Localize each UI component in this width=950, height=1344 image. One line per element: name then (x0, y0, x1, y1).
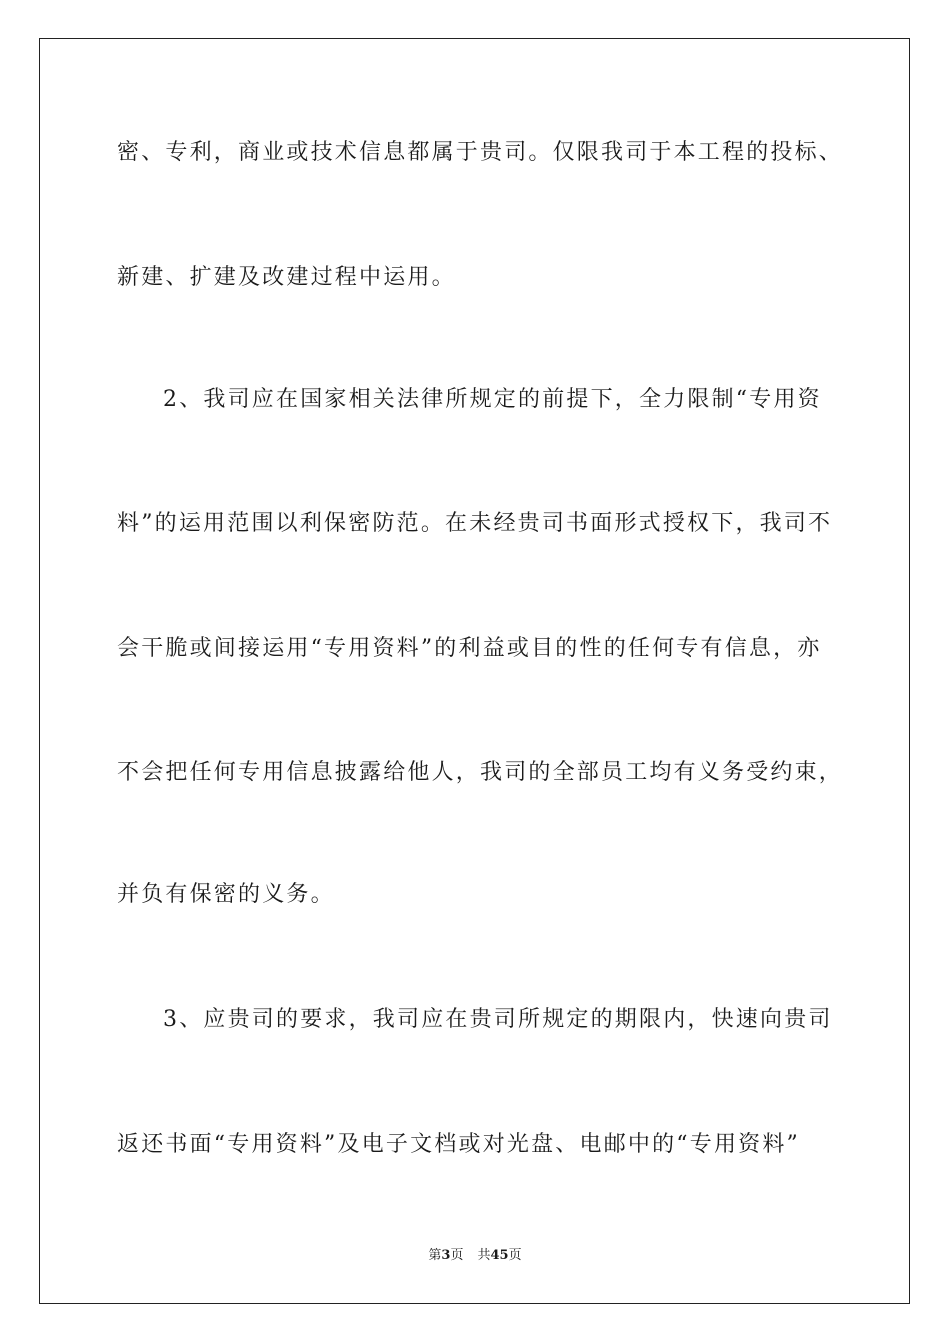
footer-total-suffix: 页 (508, 1248, 522, 1263)
body-line-9: 返还书面“专用资料”及电子文档或对光盘、电邮中的“专用资料” (117, 1132, 800, 1157)
body-line-4: 料”的运用范围以利保密防范。在未经贵司书面形式授权下，我司不 (117, 511, 833, 536)
page-footer (0, 1247, 950, 1265)
footer-page-number: 3 (441, 1248, 451, 1263)
body-line-7: 并负有保密的义务。 (117, 882, 335, 907)
body-line-3: 2、我司应在国家相关法律所规定的前提下，全力限制“专用资 (163, 387, 822, 412)
body-line-6: 不会把任何专用信息披露给他人，我司的全部员工均有义务受约束， (117, 760, 844, 785)
footer-page-prefix: 第 (428, 1248, 442, 1263)
body-line-1: 密、专利，商业或技术信息都属于贵司。仅限我司于本工程的投标、 (117, 140, 844, 165)
body-line-8: 3、应贵司的要求，我司应在贵司所规定的期限内，快速向贵司 (163, 1007, 833, 1032)
page-border (39, 38, 910, 1304)
body-line-2: 新建、扩建及改建过程中运用。 (117, 265, 456, 290)
footer-total-pages: 45 (490, 1248, 509, 1263)
footer-page-suffix: 页 (450, 1248, 464, 1263)
body-line-5: 会干脆或间接运用“专用资料”的利益或目的性的任何专有信息，亦 (117, 636, 822, 661)
footer-total-prefix: 共 (477, 1248, 491, 1263)
